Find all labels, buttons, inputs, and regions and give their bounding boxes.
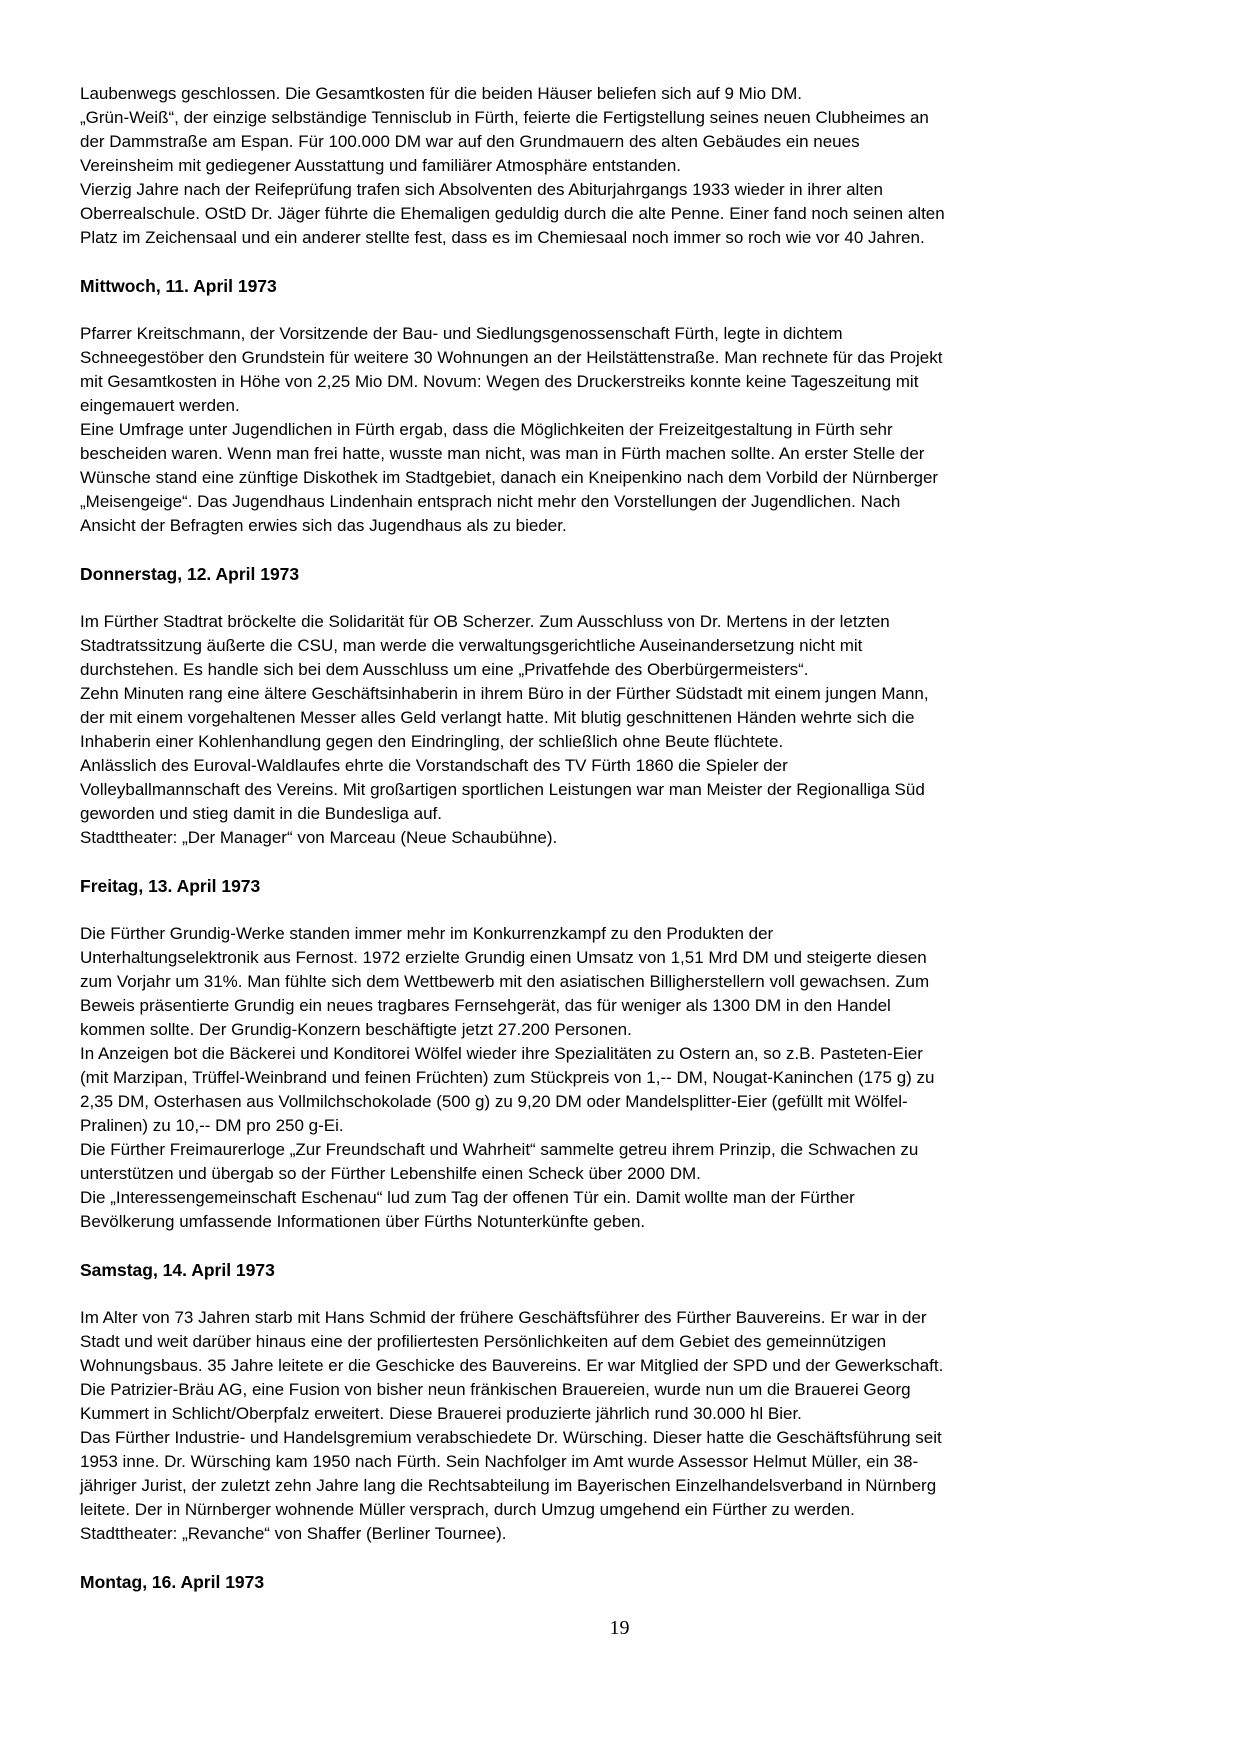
text-line: Die Fürther Freimaurerloge „Zur Freundschaft und Wahrheit“ sammelte getreu ihrem Prinzip, die Schwachen zu — [80, 1140, 919, 1159]
section-heading: Samstag, 14. April 1973 — [80, 1260, 275, 1280]
text-line: 2,35 DM, Osterhasen aus Vollmilchschokolade (500 g) zu 9,20 DM oder Mandelsplitter-Eier (gefüllt mit Wölfel- — [80, 1092, 908, 1111]
text-line: durchstehen. Es handle sich bei dem Ausschluss um eine „Privatfehde des Oberbürgermeisters“. — [80, 660, 809, 679]
section-heading: Montag, 16. April 1973 — [80, 1572, 265, 1592]
text-line: Vereinsheim mit gediegener Ausstattung und familiärer Atmosphäre entstanden. — [80, 156, 682, 175]
paragraph — [80, 922, 1172, 1234]
text-line: Stadtratssitzung äußerte die CSU, man werde die verwaltungsgerichtliche Auseinandersetzung nicht mit — [80, 636, 863, 655]
text-line: Das Fürther Industrie- und Handelsgremium verabschiedete Dr. Würsching. Dieser hatte die Geschäftsführung seit — [80, 1428, 942, 1447]
text-line: Eine Umfrage unter Jugendlichen in Fürth ergab, dass die Möglichkeiten der Freizeitgestaltung in Fürth sehr — [80, 420, 893, 439]
text-line: Zehn Minuten rang eine ältere Geschäftsinhaberin in ihrem Büro in der Fürther Südstadt mit einem jungen Mann, — [80, 684, 929, 703]
document-body — [80, 82, 1172, 1618]
text-line: der mit einem vorgehaltenen Messer alles Geld verlangt hatte. Mit blutig geschnittenen Händen wehrte sich die — [80, 708, 915, 727]
text-line: „Meisengeige“. Das Jugendhaus Lindenhain entsprach nicht mehr den Vorstellungen der Jugendlichen. Nach — [80, 492, 901, 511]
text-line: Laubenwegs geschlossen. Die Gesamtkosten für die beiden Häuser beliefen sich auf 9 Mio DM. — [80, 84, 802, 103]
text-line: unterstützen und übergab so der Fürther Lebenshilfe einen Scheck über 2000 DM. — [80, 1164, 701, 1183]
text-line: Die Patrizier-Bräu AG, eine Fusion von bisher neun fränkischen Brauereien, wurde nun um die Brauerei Georg — [80, 1380, 911, 1399]
text-line: „Grün-Weiß“, der einzige selbständige Tennisclub in Fürth, feierte die Fertigstellung seines neuen Clubheimes an — [80, 108, 929, 127]
text-line: Platz im Zeichensaal und ein anderer stellte fest, dass es im Chemiesaal noch immer so roch wie vor 40 Jahren. — [80, 228, 925, 247]
paragraph — [80, 322, 1172, 538]
text-line: geworden und stieg damit in die Bundesliga auf. — [80, 804, 442, 823]
text-line: Im Fürther Stadtrat bröckelte die Solidarität für OB Scherzer. Zum Ausschluss von Dr. Mertens in der letzten — [80, 612, 890, 631]
text-line: Pfarrer Kreitschmann, der Vorsitzende der Bau- und Siedlungsgenossenschaft Fürth, legte in dichtem — [80, 324, 843, 343]
text-line: Ansicht der Befragten erwies sich das Jugendhaus als zu bieder. — [80, 516, 567, 535]
text-line: eingemauert werden. — [80, 396, 240, 415]
text-line: Bevölkerung umfassende Informationen über Fürths Notunterkünfte geben. — [80, 1212, 646, 1231]
text-line: Wünsche stand eine zünftige Diskothek im Stadtgebiet, danach ein Kneipenkino nach dem Vorbild der Nürnberger — [80, 468, 939, 487]
text-line: Stadttheater: „Revanche“ von Shaffer (Berliner Tournee). — [80, 1524, 507, 1543]
text-line: Die „Interessengemeinschaft Eschenau“ lud zum Tag der offenen Tür ein. Damit wollte man der Fürther — [80, 1188, 855, 1207]
text-line: kommen sollte. Der Grundig-Konzern beschäftigte jetzt 27.200 Personen. — [80, 1020, 632, 1039]
text-line: Schneegestöber den Grundstein für weitere 30 Wohnungen an der Heilstättenstraße. Man rechnete für das Projekt — [80, 348, 943, 367]
paragraph — [80, 1306, 1172, 1546]
text-line: mit Gesamtkosten in Höhe von 2,25 Mio DM. Novum: Wegen des Druckerstreiks konnte keine Tageszeitung mit — [80, 372, 919, 391]
text-line: Volleyballmannschaft des Vereins. Mit großartigen sportlichen Leistungen war man Meister der Regionalliga Süd — [80, 780, 925, 799]
text-line: Wohnungsbaus. 35 Jahre leitete er die Geschicke des Bauvereins. Er war Mitglied der SPD und der Gewerkschaft. — [80, 1356, 944, 1375]
text-line: Im Alter von 73 Jahren starb mit Hans Schmid der frühere Geschäftsführer des Fürther Bauvereins. Er war in der — [80, 1308, 927, 1327]
text-line: Anlässlich des Euroval-Waldlaufes ehrte die Vorstandschaft des TV Fürth 1860 die Spieler der — [80, 756, 788, 775]
text-line: Inhaberin einer Kohlenhandlung gegen den Eindringling, der schließlich ohne Beute flüchtete. — [80, 732, 784, 751]
text-line: der Dammstraße am Espan. Für 100.000 DM war auf den Grundmauern des alten Gebäudes ein neues — [80, 132, 860, 151]
paragraph — [80, 610, 1172, 850]
text-line: Pralinen) zu 10,-- DM pro 250 g-Ei. — [80, 1116, 344, 1135]
text-line: Oberrealschule. OStD Dr. Jäger führte die Ehemaligen geduldig durch die alte Penne. Einer fand noch seinen alten — [80, 204, 945, 223]
text-line: jähriger Jurist, der zuletzt zehn Jahre lang die Rechtsabteilung im Bayerischen Einzelhandelsverband in Nürnberg — [80, 1476, 937, 1495]
section-heading: Donnerstag, 12. April 1973 — [80, 564, 300, 584]
text-line: Stadt und weit darüber hinaus eine der profiliertesten Persönlichkeiten auf dem Gebiet des gemeinnützigen — [80, 1332, 887, 1351]
page-number: 19 — [609, 1617, 630, 1639]
text-line: Kummert in Schlicht/Oberpfalz erweitert. Diese Brauerei produzierte jährlich rund 30.000 hl Bier. — [80, 1404, 802, 1423]
text-line: Die Fürther Grundig-Werke standen immer mehr im Konkurrenzkampf zu den Produkten der — [80, 924, 774, 943]
section-heading: Freitag, 13. April 1973 — [80, 876, 261, 896]
text-line: In Anzeigen bot die Bäckerei und Konditorei Wölfel wieder ihre Spezialitäten zu Ostern an, so z.B. Pasteten-Eier — [80, 1044, 923, 1063]
text-line: bescheiden waren. Wenn man frei hatte, wusste man nicht, was man in Fürth machen sollte. An erster Stelle der — [80, 444, 925, 463]
text-line: Vierzig Jahre nach der Reifeprüfung trafen sich Absolventen des Abiturjahrgangs 1933 wieder in ihrer alten — [80, 180, 883, 199]
text-line: Beweis präsentierte Grundig ein neues tragbares Fernsehgerät, das für weniger als 1300 DM in den Handel — [80, 996, 891, 1015]
text-line: leitete. Der in Nürnberger wohnende Müller versprach, durch Umzug umgehend ein Fürther zu werden. — [80, 1500, 855, 1519]
text-line: Unterhaltungselektronik aus Fernost. 1972 erzielte Grundig einen Umsatz von 1,51 Mrd DM und steigerte diesen — [80, 948, 927, 967]
text-line: 1953 inne. Dr. Würsching kam 1950 nach Fürth. Sein Nachfolger im Amt wurde Assessor Helmut Müller, ein 38- — [80, 1452, 919, 1471]
section-heading: Mittwoch, 11. April 1973 — [80, 276, 277, 296]
text-line: zum Vorjahr um 31%. Man fühlte sich dem Wettbewerb mit den asiatischen Billigherstellern voll gewachsen. Zum — [80, 972, 930, 991]
text-line: (mit Marzipan, Trüffel-Weinbrand und feinen Früchten) zum Stückpreis von 1,-- DM, Nougat-Kaninchen (175 g) zu — [80, 1068, 935, 1087]
paragraph — [80, 82, 1172, 250]
text-line: Stadttheater: „Der Manager“ von Marceau (Neue Schaubühne). — [80, 828, 558, 847]
